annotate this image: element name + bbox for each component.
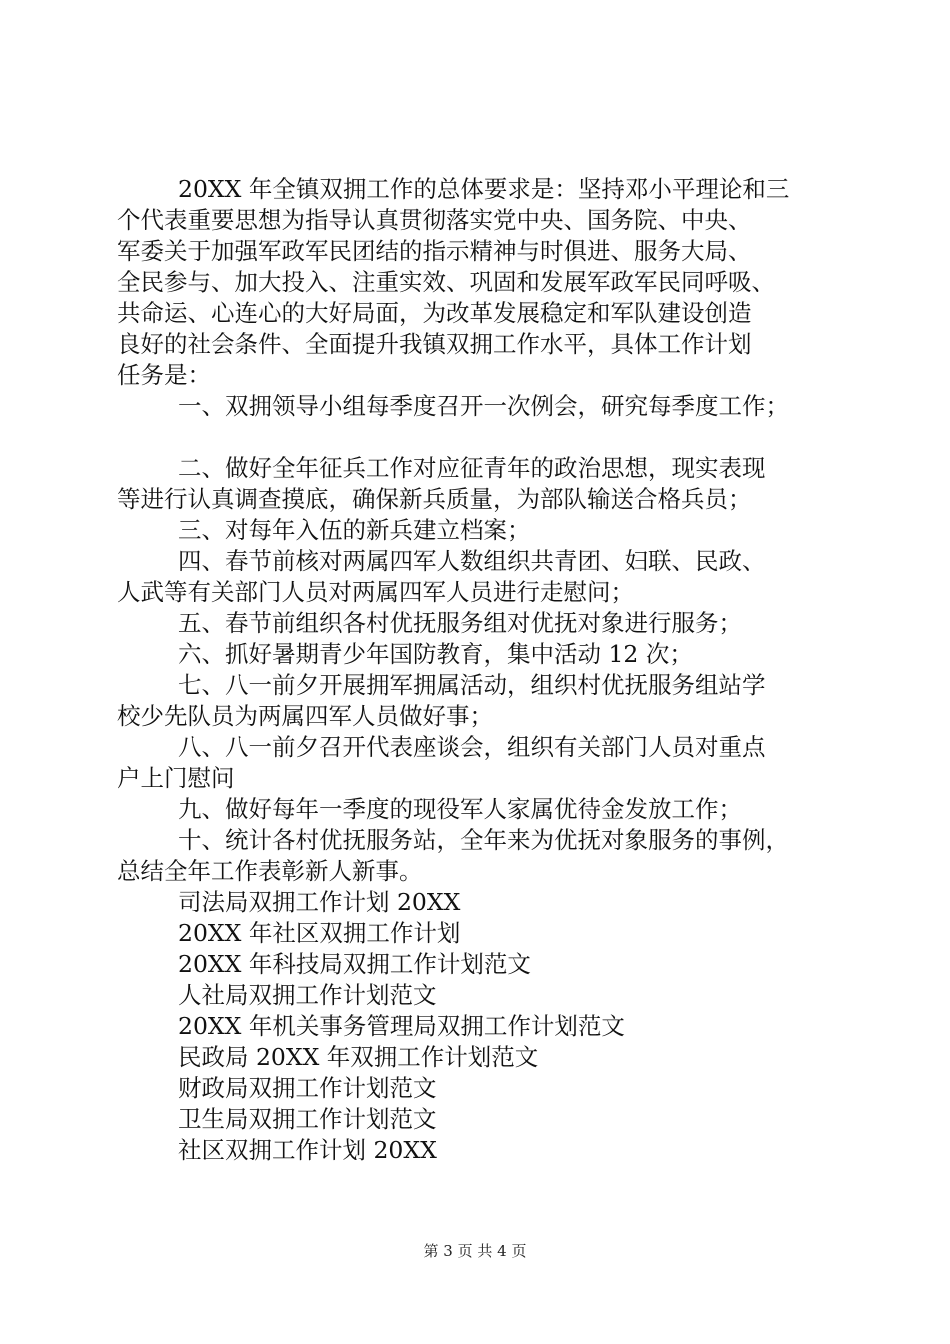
page-number: 第 3 页 共 4 页: [423, 1242, 527, 1260]
paragraph-line: 良好的社会条件、全面提升我镇双拥工作水平，具体工作计划: [117, 330, 752, 358]
paragraph-line: 20XX 年全镇双拥工作的总体要求是：坚持邓小平理论和三: [178, 175, 790, 203]
list-item: 三、对每年入伍的新兵建立档案；: [178, 516, 531, 544]
list-item: 二、做好全年征兵工作对应征青年的政治思想，现实表现: [178, 454, 766, 482]
list-item: 九、做好每年一季度的现役军人家属优待金发放工作；: [178, 795, 742, 823]
list-item-continuation: 户上门慰问: [117, 764, 235, 792]
list-item-continuation: 校少先队员为两属四军人员做好事；: [117, 702, 493, 730]
list-item-continuation: 等进行认真调查摸底，确保新兵质量，为部队输送合格兵员；: [117, 485, 752, 513]
related-link[interactable]: 人社局双拥工作计划范文: [178, 981, 437, 1009]
blank-line: [117, 422, 835, 453]
related-link[interactable]: 20XX 年科技局双拥工作计划范文: [178, 950, 531, 978]
list-item: 一、双拥领导小组每季度召开一次例会，研究每季度工作；: [178, 392, 789, 420]
paragraph-line: 全民参与、加大投入、注重实效、巩固和发展军政军民同呼吸、: [117, 268, 775, 296]
paragraph-line: 共命运、心连心的大好局面，为改革发展稳定和军队建设创造: [117, 299, 752, 327]
list-item-continuation: 人武等有关部门人员对两属四军人员进行走慰问；: [117, 578, 634, 606]
list-item: 六、抓好暑期青少年国防教育，集中活动 12 次；: [178, 640, 693, 668]
related-link[interactable]: 司法局双拥工作计划 20XX: [178, 888, 461, 916]
list-item-continuation: 总结全年工作表彰新人新事。: [117, 857, 423, 885]
list-item: 八、八一前夕召开代表座谈会，组织有关部门人员对重点: [178, 733, 766, 761]
paragraph-line: 军委关于加强军政军民团结的指示精神与时俱进、服务大局、: [117, 237, 752, 265]
list-item: 十、统计各村优抚服务站，全年来为优抚对象服务的事例，: [178, 826, 789, 854]
related-link[interactable]: 民政局 20XX 年双拥工作计划范文: [178, 1043, 539, 1071]
list-item: 七、八一前夕开展拥军拥属活动，组织村优抚服务组站学: [178, 671, 766, 699]
related-link[interactable]: 财政局双拥工作计划范文: [178, 1074, 437, 1102]
document-body: [117, 174, 835, 1166]
list-item: 四、春节前核对两属四军人数组织共青团、妇联、民政、: [178, 547, 766, 575]
list-item: 五、春节前组织各村优抚服务组对优抚对象进行服务；: [178, 609, 742, 637]
related-link[interactable]: 20XX 年机关事务管理局双拥工作计划范文: [178, 1012, 625, 1040]
related-link[interactable]: 20XX 年社区双拥工作计划: [178, 919, 461, 947]
paragraph-line: 任务是：: [117, 361, 211, 389]
paragraph-line: 个代表重要思想为指导认真贯彻落实党中央、国务院、中央、: [117, 206, 752, 234]
related-link[interactable]: 卫生局双拥工作计划范文: [178, 1105, 437, 1133]
related-link[interactable]: 社区双拥工作计划 20XX: [178, 1136, 437, 1164]
